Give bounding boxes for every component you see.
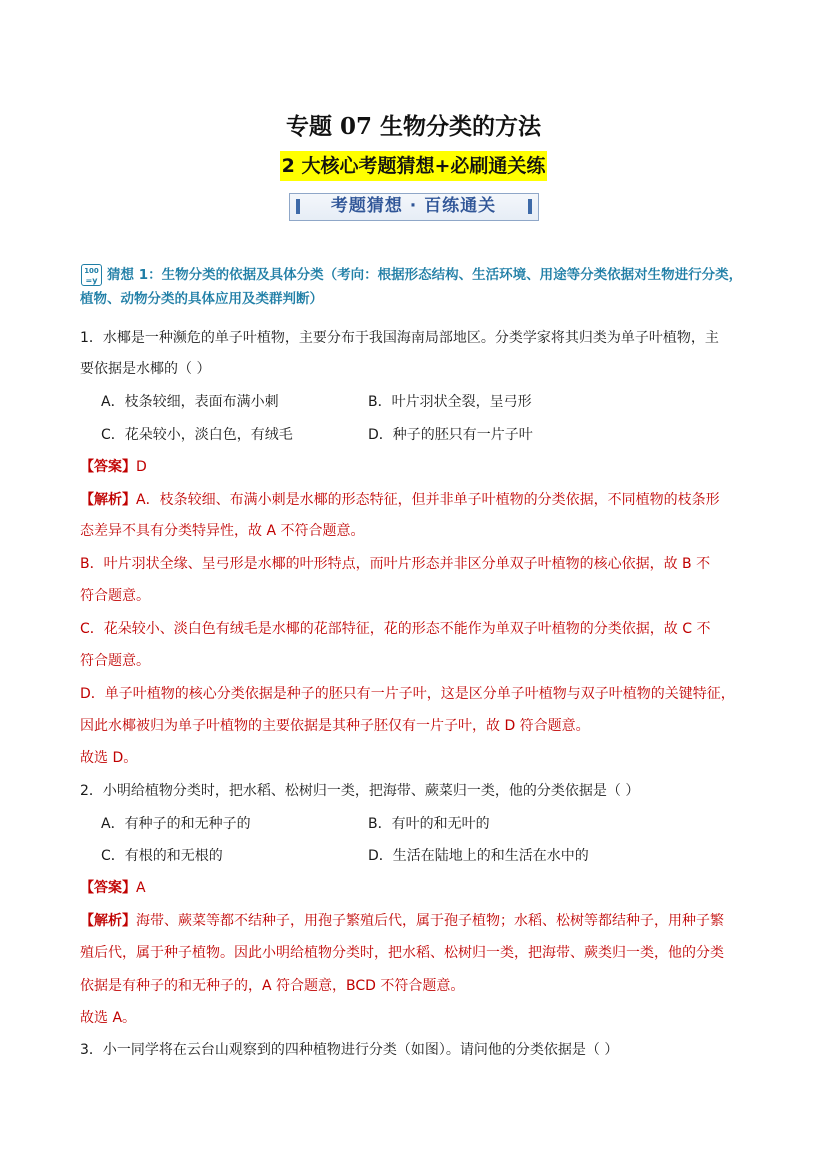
q1-analysis-line1 <box>80 489 752 511</box>
q2-conclusion: 故选 A。 <box>80 1010 137 1026</box>
q2-answer: A <box>136 880 146 896</box>
guess-heading <box>80 263 752 311</box>
icon-check-text: =y <box>85 276 98 285</box>
q1-stem-line2: 要依据是水椰的（ ） <box>80 361 211 377</box>
q1-analysis-tag: 【解析】 <box>80 492 136 508</box>
q1-analysis-line4: 符合题意。 <box>80 588 150 604</box>
q2-option-b: B．有叶的和无叶的 <box>368 816 490 832</box>
q1-answer-tag: 【答案】 <box>80 459 136 475</box>
section-banner <box>289 193 539 221</box>
q1-analysis-line8: 因此水椰被归为单子叶植物的主要依据是其种子胚仅有一片子叶，故 D 符合题意。 <box>80 718 590 734</box>
q2-analysis-line3: 依据是有种子的和无种子的，A 符合题意，BCD 不符合题意。 <box>80 978 465 994</box>
q1-option-c: C．花朵较小，淡白色，有绒毛 <box>101 427 293 443</box>
subtitle-wrap <box>0 151 827 181</box>
guess-heading-text: 猜想 1：生物分类的依据及具体分类（考向：根据形态结构、生活环境、用途等分类依据对生物进行分类，植物、动物分类的具体应用及类群判断） <box>80 267 743 307</box>
page-subtitle: 2 大核心考题猜想+必刷通关练 <box>280 151 548 181</box>
q1-analysis-text1: A．枝条较细、布满小刺是水椰的形态特征，但并非单子叶植物的分类依据，不同植物的枝条形 <box>136 492 720 508</box>
q2-option-c: C．有根的和无根的 <box>101 848 223 864</box>
q1-stem-line1: 1．水椰是一种濒危的单子叶植物，主要分布于我国海南局部地区。分类学家将其归类为单子叶植物，主 <box>80 330 719 346</box>
q2-analysis-line1 <box>80 910 752 932</box>
q2-option-d: D．生活在陆地上的和生活在水中的 <box>368 848 589 864</box>
icon-score-text: 100 <box>84 267 99 275</box>
q1-analysis-line7: D．单子叶植物的核心分类依据是种子的胚只有一片子叶，这是区分单子叶植物与双子叶植物的关键特征， <box>80 686 735 702</box>
q1-analysis-line5: C．花朵较小、淡白色有绒毛是水椰的花部特征，花的形态不能作为单双子叶植物的分类依据，故 C 不 <box>80 621 711 637</box>
q2-analysis-text1: 海带、蕨菜等都不结种子，用孢子繁殖后代，属于孢子植物；水稻、松树等都结种子，用种子繁 <box>136 913 724 929</box>
banner-wrap <box>0 193 827 221</box>
q2-answer-tag: 【答案】 <box>80 880 136 896</box>
q1-answer: D <box>136 459 147 475</box>
q2-analysis-tag: 【解析】 <box>80 913 136 929</box>
q3-stem: 3．小一同学将在云台山观察到的四种植物进行分类（如图）。请问他的分类依据是（ ） <box>80 1042 619 1058</box>
q1-analysis-line2: 态差异不具有分类特异性，故 A 不符合题意。 <box>80 523 365 539</box>
q2-answer-line <box>80 877 752 899</box>
q1-option-d: D．种子的胚只有一片子叶 <box>368 427 533 443</box>
q1-analysis-line3: B．叶片羽状全缘、呈弓形是水椰的叶形特点，而叶片形态并非区分单双子叶植物的核心依据，故 B 不 <box>80 556 711 572</box>
q1-conclusion: 故选 D。 <box>80 750 138 766</box>
q2-option-a: A．有种子的和无种子的 <box>101 816 251 832</box>
q1-option-a: A．枝条较细，表面布满小刺 <box>101 394 279 410</box>
q2-analysis-line2: 殖后代，属于种子植物。因此小明给植物分类时，把水稻、松树归一类，把海带、蕨类归一类，他的分类 <box>80 945 724 961</box>
page-title: 专题 07 生物分类的方法 <box>285 113 542 140</box>
q1-option-b: B．叶片羽状全裂，呈弓形 <box>368 394 532 410</box>
q2-stem: 2．小明给植物分类时，把水稻、松树归一类，把海带、蕨菜归一类，他的分类依据是（ ） <box>80 783 640 799</box>
q1-analysis-line6: 符合题意。 <box>80 653 150 669</box>
q1-answer-line <box>80 456 752 478</box>
banner-label: 考题猜想 · 百练通关 <box>330 196 497 216</box>
